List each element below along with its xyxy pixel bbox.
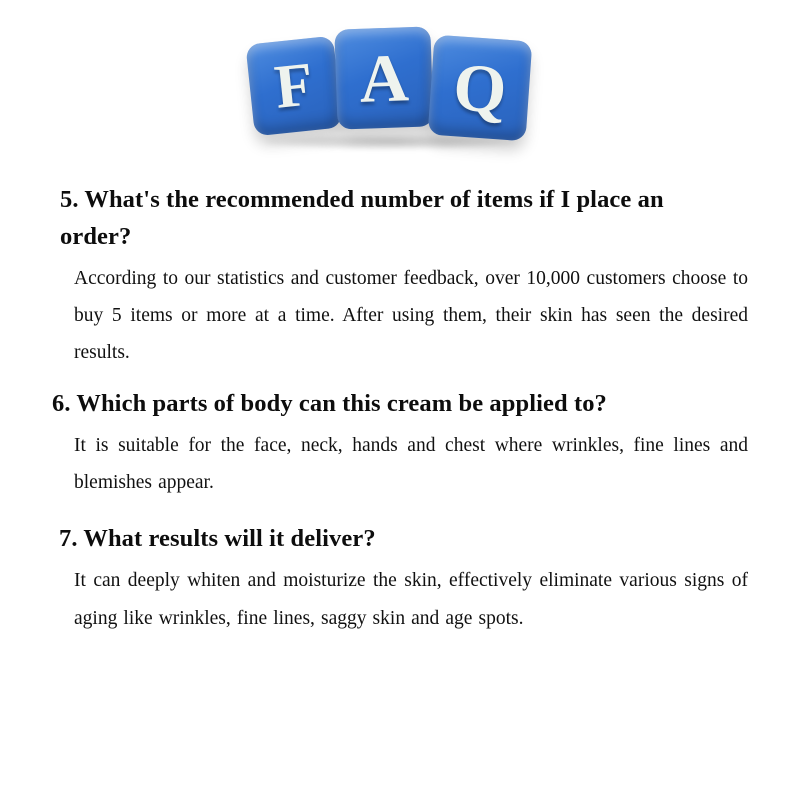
faq-header-graphic (0, 0, 800, 170)
faq-question-7: 7. What results will it deliver? (59, 525, 376, 553)
faq-cube-q: Q (428, 35, 533, 142)
faq-cube-group (250, 22, 550, 147)
faq-item-5 (60, 182, 752, 372)
faq-item-7 (60, 521, 752, 637)
faq-content (0, 170, 800, 637)
faq-question-5: 5. What's the recommended number of items if I place an order? (60, 186, 664, 250)
faq-answer-7: It can deeply whiten and moisturize the skin, effectively eliminate various signs of aging like wrinkles, fine lines, saggy skin and age spots. (74, 570, 748, 629)
faq-item-6 (52, 386, 752, 502)
faq-question-6: 6. Which parts of body can this cream be applied to? (52, 389, 607, 417)
faq-cube-a: A (334, 26, 433, 129)
faq-answer-6: It is suitable for the face, neck, hands and chest where wrinkles, fine lines and blemishes appear. (74, 434, 748, 493)
faq-answer-5: According to our statistics and customer feedback, over 10,000 customers choose to buy 5 items or more at a time. After using them, their skin has seen the desired results. (74, 267, 748, 364)
faq-cube-f: F (245, 36, 342, 137)
